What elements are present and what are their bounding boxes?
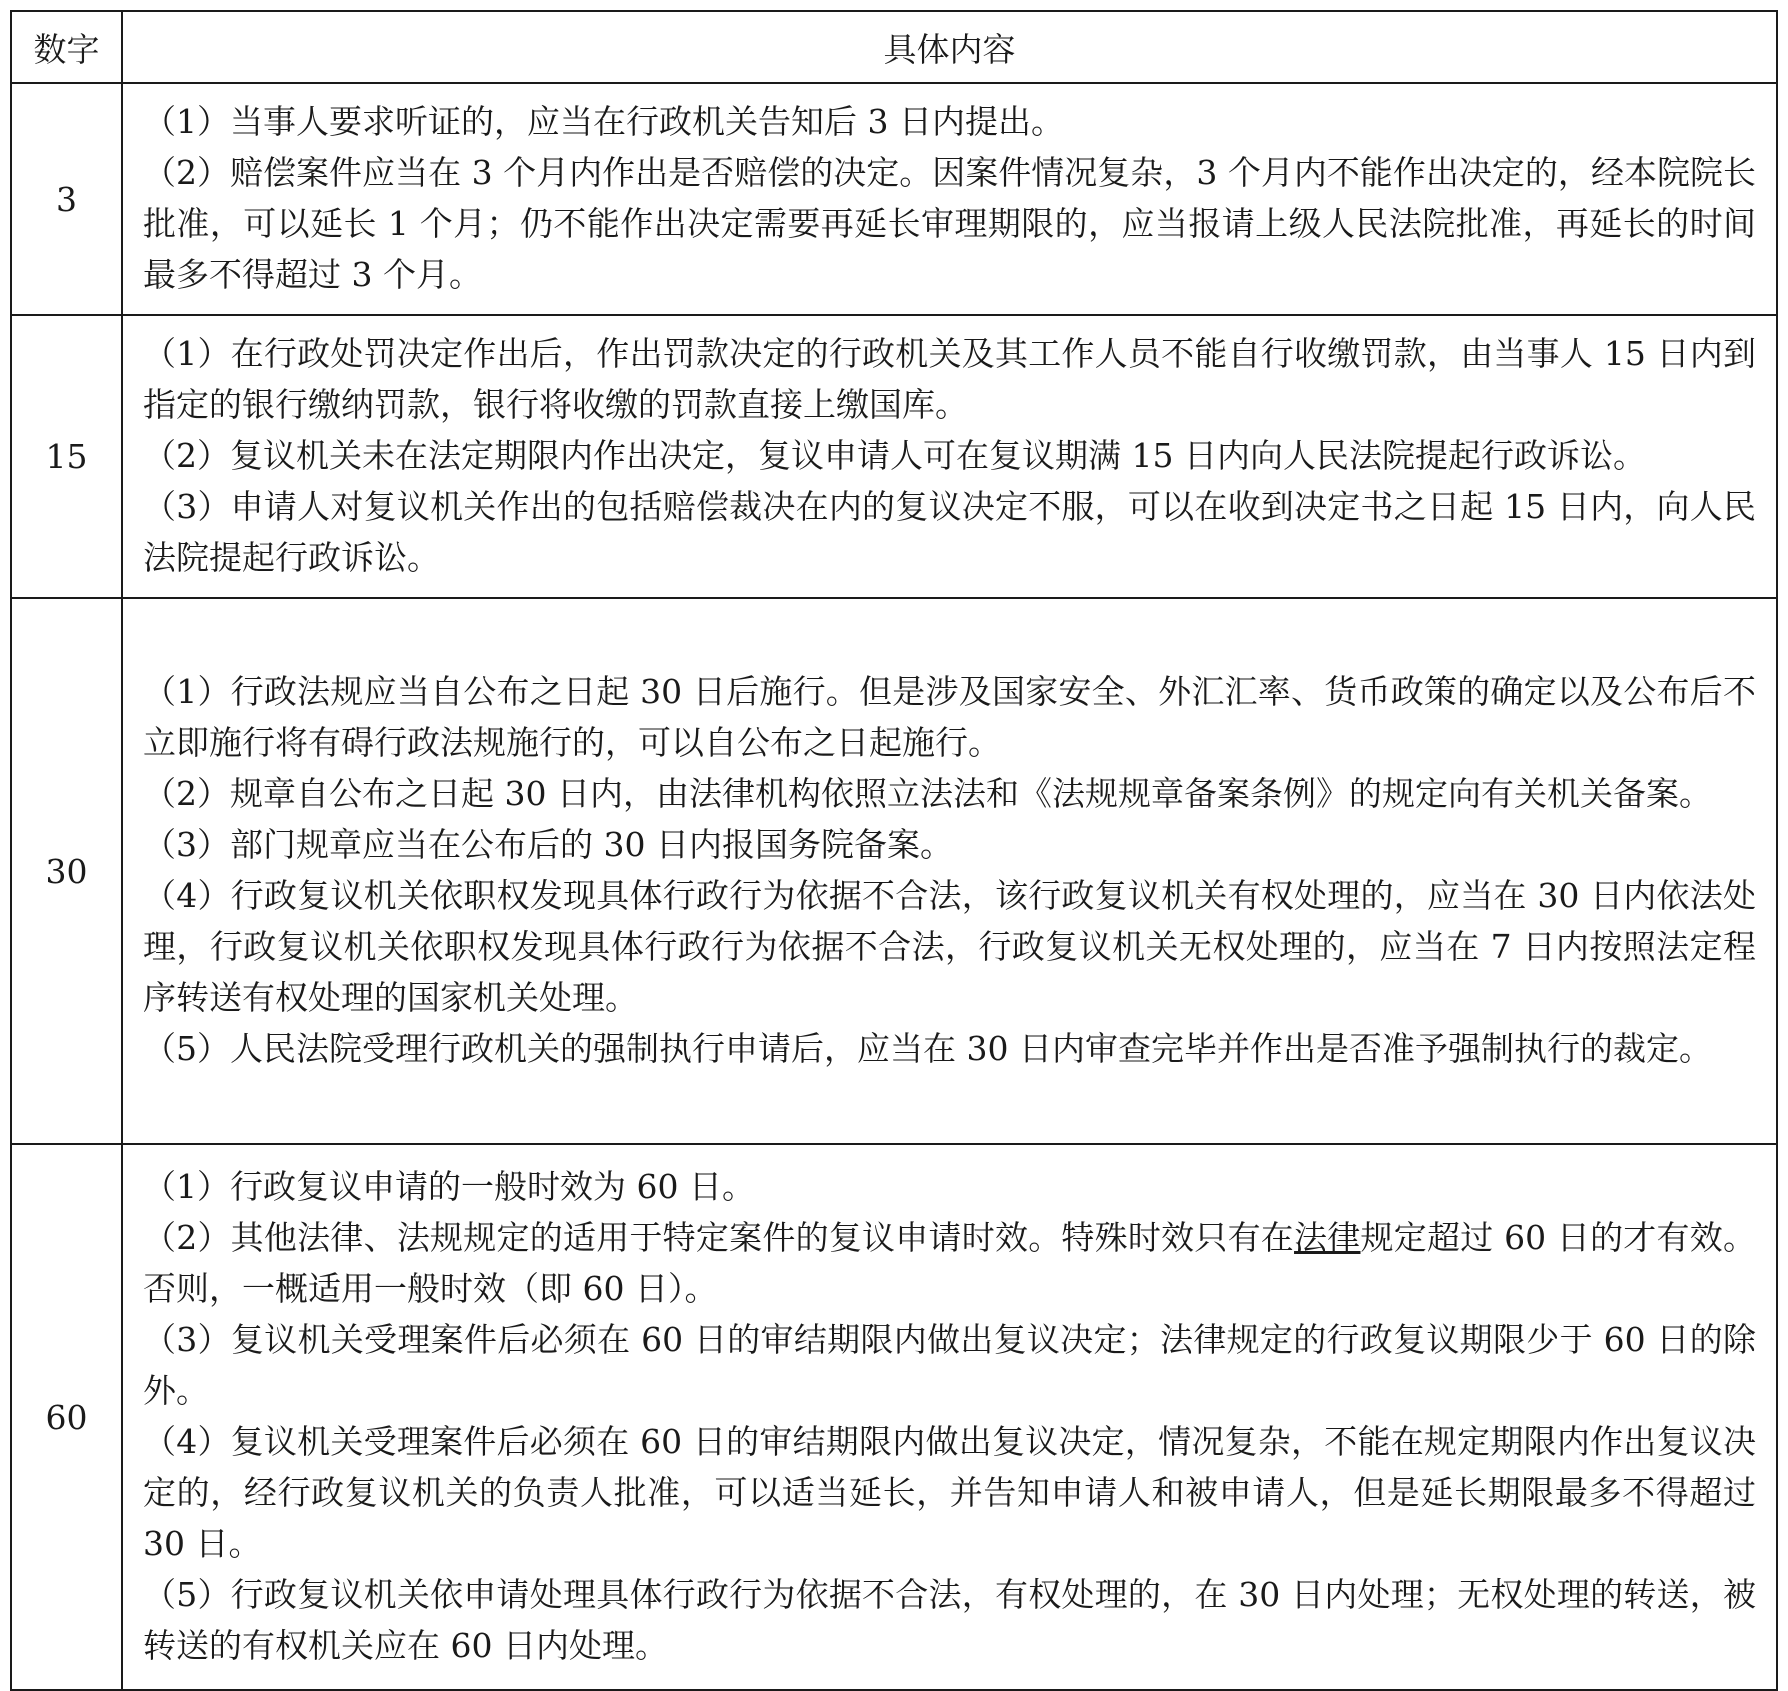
list-item [143,1212,1756,1314]
list-item: （2）规章自公布之日起 30 日内，由法律机构依照立法法和《法规规章备案条例》的规定向有关机关备案。 [143,774,1712,813]
underlined-term: 法律 [1294,1218,1361,1257]
table-row [11,315,1777,598]
item-text-before: （2）其他法律、法规规定的适用于特定案件的复议申请时效。特殊时效只有在 [143,1218,1295,1257]
list-item: （4）复议机关受理案件后必须在 60 日的审结期限内做出复议决定，情况复杂，不能在规定期限内作出复议决定的，经行政复议机关的负责人批准，可以适当延长，并告知申请人和被申请人，但是延长期限最多不得超过 30 日。 [143,1422,1756,1563]
list-item: （4）行政复议机关依职权发现具体行政行为依据不合法，该行政复议机关有权处理的，应当在 30 日内依法处理，行政复议机关依职权发现具体行政行为依据不合法，行政复议机关无权处理的，应当在 7 日内按照法定程序转送有权处理的国家机关处理。 [143,876,1756,1017]
row-number: 3 [11,83,122,315]
table-container [10,10,1776,1691]
row-number: 15 [11,315,122,598]
list-item: （1）当事人要求听证的，应当在行政机关告知后 3 日内提出。 [143,102,1064,141]
list-item: （5）人民法院受理行政机关的强制执行申请后，应当在 30 日内审查完毕并作出是否准予强制执行的裁定。 [143,1029,1712,1068]
list-item: （5）行政复议机关依申请处理具体行政行为依据不合法，有权处理的，在 30 日内处理；无权处理的转送，被转送的有权机关应在 60 日内处理。 [143,1575,1756,1665]
header-content: 具体内容 [122,11,1777,83]
list-item: （2）赔偿案件应当在 3 个月内作出是否赔偿的决定。因案件情况复杂，3 个月内不能作出决定的，经本院院长批准，可以延长 1 个月；仍不能作出决定需要再延长审理期限的，应当报请上级人民法院批准，再延长的时间最多不得超过 3 个月。 [143,153,1756,294]
list-item: （1）在行政处罚决定作出后，作出罚款决定的行政机关及其工作人员不能自行收缴罚款，由当事人 15 日内到指定的银行缴纳罚款，银行将收缴的罚款直接上缴国库。 [143,334,1756,424]
row-content [122,598,1777,1144]
deadline-table [10,10,1778,1691]
list-item: （2）复议机关未在法定期限内作出决定，复议申请人可在复议期满 15 日内向人民法院提起行政诉讼。 [143,436,1646,475]
list-item: （1）行政法规应当自公布之日起 30 日后施行。但是涉及国家安全、外汇汇率、货币政策的确定以及公布后不立即施行将有碍行政法规施行的，可以自公布之日起施行。 [143,672,1756,762]
list-item: （1）行政复议申请的一般时效为 60 日。 [143,1167,755,1206]
item-text-after: 规定超过 60 日的才有效。否则，一概适用一般时效（即 60 日）。 [143,1218,1756,1308]
table-row [11,1144,1777,1690]
table-row [11,83,1777,315]
row-content [122,83,1777,315]
row-number: 30 [11,598,122,1144]
row-number: 60 [11,1144,122,1690]
header-number: 数字 [11,11,122,83]
table-row [11,598,1777,1144]
list-item: （3）复议机关受理案件后必须在 60 日的审结期限内做出复议决定；法律规定的行政复议期限少于 60 日的除外。 [143,1320,1756,1410]
row-content [122,315,1777,598]
header-row [11,11,1777,83]
list-item: （3）申请人对复议机关作出的包括赔偿裁决在内的复议决定不服，可以在收到决定书之日起 15 日内，向人民法院提起行政诉讼。 [143,487,1756,577]
row-content [122,1144,1777,1690]
list-item: （3）部门规章应当在公布后的 30 日内报国务院备案。 [143,825,953,864]
